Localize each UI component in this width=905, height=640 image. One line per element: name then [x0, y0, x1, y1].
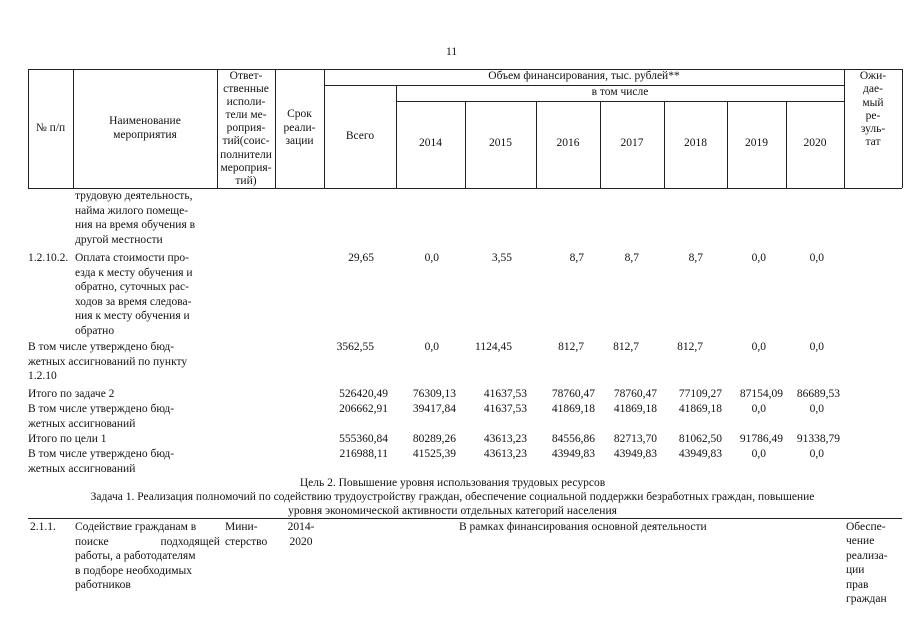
header-name: Наименование мероприятия	[109, 115, 181, 141]
header-responsible: Ответ- ственные исполи- тели ме- роприя- тий(соис- полнители мероприя- тий)	[220, 70, 272, 187]
header-year-2020: 2020	[803, 137, 827, 149]
row-name-line: работников	[75, 579, 131, 592]
row-value-2020: 91338,79	[796, 433, 840, 445]
header-expected: Ожи- дае- мый ре- зуль- тат	[859, 70, 887, 149]
row-value-2016: 84556,86	[551, 433, 595, 445]
row-name-line: Содействие гражданам в	[75, 521, 197, 533]
row-total: 526420,49	[339, 388, 388, 400]
header-incl-divider	[396, 101, 844, 102]
row-value-2015: 41637,53	[483, 403, 527, 415]
row-total: 3562,55	[336, 341, 374, 353]
row-value-2018: 81062,50	[678, 433, 722, 445]
row-num-2-1-1: 2.1.1.	[30, 521, 56, 533]
row-value-2018: 77109,27	[678, 388, 722, 400]
row-funding-note-2-1-1: В рамках финансирования основной деятельности	[459, 521, 707, 533]
row-total: 206662,91	[339, 403, 388, 415]
task-1-heading-line-2: уровня экономической активности отдельных категорий населения	[288, 505, 617, 517]
row-value-2019: 0,0	[751, 403, 766, 415]
header-year-2016: 2016	[556, 137, 580, 149]
header-year-2014: 2014	[419, 137, 442, 149]
row-name-approved-task-2: В том числе утверждено бюд- жетных ассигнований	[28, 403, 175, 430]
row-name-total-goal-1: Итого по цели 1	[28, 433, 107, 445]
col-border	[324, 69, 325, 188]
row-value-2015: 43613,23	[483, 448, 527, 460]
row-value-2017: 812,7	[613, 341, 639, 353]
row-value-2019: 87154,09	[739, 388, 783, 400]
row-name-approved-goal-1: В том числе утверждено бюд- жетных ассигнований	[28, 448, 175, 475]
row-value-2020: 0,0	[809, 448, 824, 460]
row-name-line: работы, а работодателям	[75, 550, 196, 563]
row-value-2016: 78760,47	[551, 388, 595, 400]
header-including: в том числе	[591, 86, 649, 98]
row-term-2-1-1: 2014- 2020	[287, 521, 315, 548]
row-value-2020: 0,0	[809, 403, 824, 415]
header-term: Срок реали- зации	[283, 108, 316, 147]
row-value-2017: 8,7	[624, 252, 639, 264]
row-value-2014: 0,0	[424, 341, 439, 353]
row-value-2018: 43949,83	[678, 448, 722, 460]
row-value-2017: 43949,83	[613, 448, 657, 460]
row-value-2017: 78760,47	[613, 388, 657, 400]
row-total: 216988,11	[339, 448, 388, 460]
row-name-line: в подборе необходимых	[75, 564, 192, 577]
row-value-2019: 0,0	[751, 341, 766, 353]
row-value-2017: 82713,70	[613, 433, 657, 445]
header-bottom-border-right	[844, 188, 902, 189]
row-value-2020: 0,0	[809, 341, 824, 353]
row-value-2017: 41869,18	[613, 403, 657, 415]
row-value-2014: 39417,84	[412, 403, 456, 415]
header-num: № п/п	[35, 122, 66, 134]
task-1-heading-line-1: Задача 1. Реализация полномочий по содействию трудоустройству граждан, обеспечение социальной поддержки безработных граждан, повышение	[90, 491, 815, 503]
row-value-2020: 0,0	[809, 252, 824, 264]
header-top-border-right	[844, 69, 902, 70]
row-name-subtotal-1-2-10	[28, 340, 217, 384]
row-value-2015: 43613,23	[483, 433, 527, 445]
row-value-2014: 76309,13	[412, 388, 456, 400]
header-year-2017: 2017	[620, 137, 644, 149]
page-number: 11	[446, 46, 458, 58]
row-value-2015: 41637,53	[483, 388, 527, 400]
row-value-2018: 8,7	[688, 252, 703, 264]
row-value-2014: 0,0	[424, 252, 439, 264]
row-total: 29,65	[348, 252, 374, 264]
row-value-2019: 0,0	[751, 252, 766, 264]
row-value-2018: 41869,18	[678, 403, 722, 415]
row-name-total-task-2: Итого по задаче 2	[28, 388, 115, 400]
row-value-2015: 1124,45	[475, 341, 512, 353]
row-value-2018: 812,7	[677, 341, 703, 353]
col-border-right	[902, 69, 903, 188]
row-value-2016: 43949,83	[551, 448, 595, 460]
header-total: Всего	[345, 130, 375, 142]
row-responsible-2-1-1: Мини- стерство	[225, 521, 268, 548]
row-value-2020: 86689,53	[796, 388, 840, 400]
row-name-continuation: трудовую деятельность, найма жилого помеще- ния на время обучения в другой местности	[75, 190, 196, 246]
header-year-2018: 2018	[684, 137, 707, 149]
row-divider	[28, 518, 902, 519]
row-value-2014: 41525,39	[412, 448, 456, 460]
row-num-1-2-10-2: 1.2.10.2.	[28, 252, 69, 264]
row-value-2019: 0,0	[751, 448, 766, 460]
row-value-2015: 3,55	[491, 252, 512, 264]
header-year-2015: 2015	[489, 137, 512, 149]
row-value-2019: 91786,49	[739, 433, 783, 445]
row-value-2014: 80289,26	[412, 433, 456, 445]
row-total: 555360,84	[339, 433, 388, 445]
row-name-1-2-10-2: Оплата стоимости про- езда к месту обучения и обратно, суточных рас- ходов за время следова- ния к месту обучения и обратно	[75, 252, 193, 337]
row-value-2016: 812,7	[558, 341, 584, 353]
goal-2-heading: Цель 2. Повышение уровня использования трудовых ресурсов	[299, 477, 606, 489]
row-value-2016: 8,7	[569, 252, 584, 264]
row-name-2-1-1	[75, 520, 220, 593]
header-year-2019: 2019	[745, 137, 768, 149]
row-name-text: В том числе утверждено бюд- жетных ассигнований по пункту 1.2.10	[28, 341, 188, 383]
row-name-line	[75, 535, 220, 550]
row-expected-2-1-1: Обеспе- чение реализа- ции прав граждан	[846, 521, 888, 606]
row-name-line-text: поиске подходящей	[75, 535, 220, 548]
header-funding: Объем финансирования, тыс. рублей**	[488, 70, 680, 82]
row-value-2016: 41869,18	[551, 403, 595, 415]
